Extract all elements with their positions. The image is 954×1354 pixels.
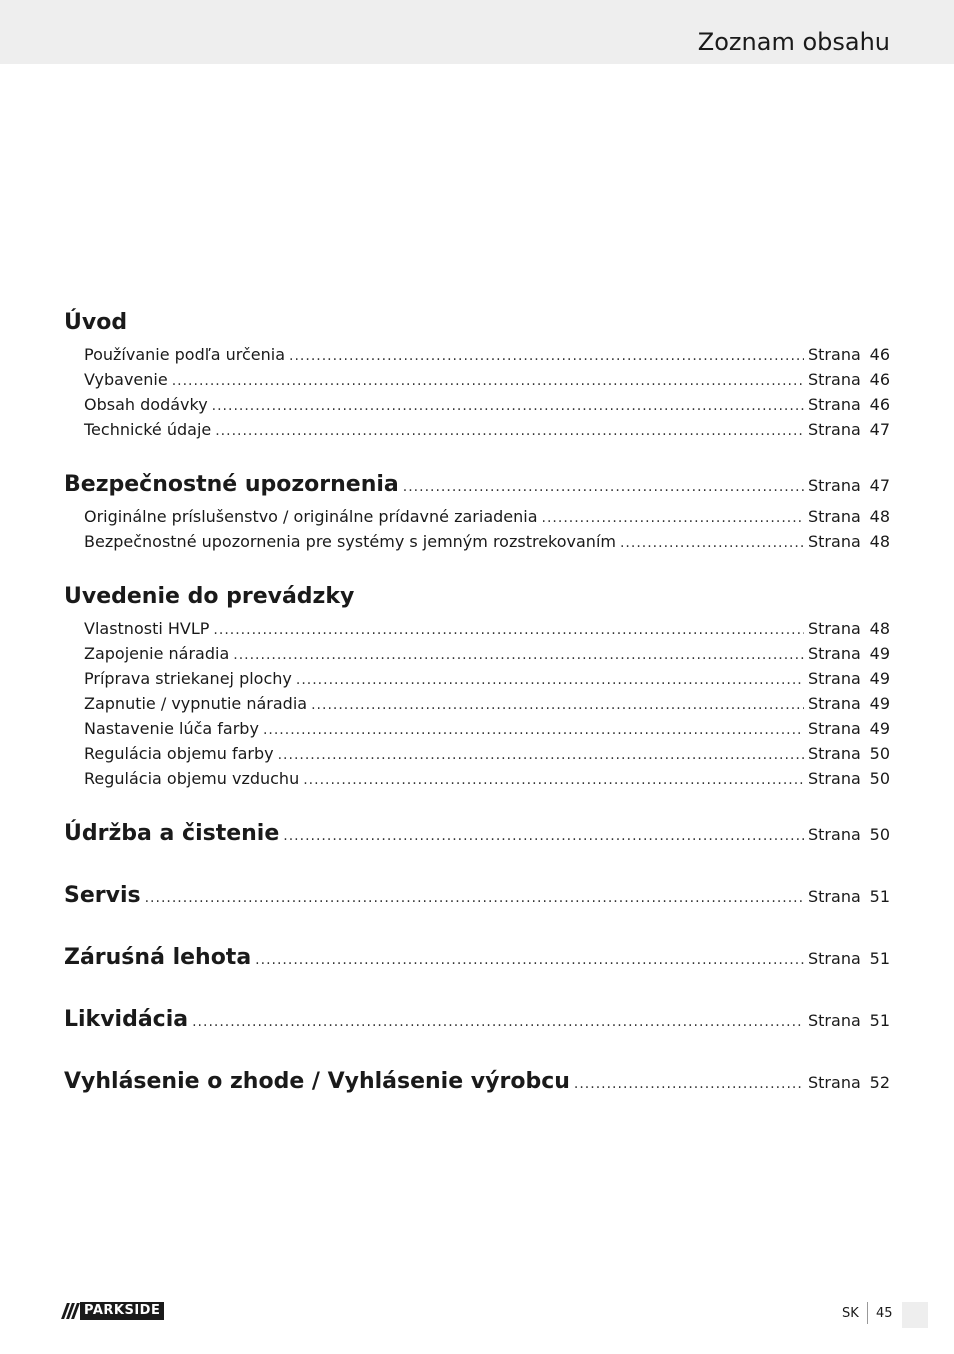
toc-entry[interactable] xyxy=(64,504,890,529)
toc-section xyxy=(64,578,890,791)
toc-page-number: 46 xyxy=(869,345,890,364)
toc-section xyxy=(64,1001,890,1039)
dot-leader xyxy=(278,743,804,768)
page-word: Strana xyxy=(808,532,861,551)
toc-entry[interactable] xyxy=(64,691,890,716)
toc-entry[interactable] xyxy=(64,392,890,417)
toc-heading-label: Údržba a čistenie xyxy=(64,821,280,846)
dot-leader xyxy=(289,344,804,369)
toc-entry-label: Príprava striekanej plochy xyxy=(84,669,292,688)
toc-heading-label: Uvedenie do prevádzky xyxy=(64,584,355,609)
page-word: Strana xyxy=(808,476,861,495)
footer-corner-box xyxy=(902,1302,928,1328)
toc-heading-label: Úvod xyxy=(64,310,128,335)
toc-page-number: 50 xyxy=(869,744,890,763)
footer-divider xyxy=(867,1302,868,1324)
page-word: Strana xyxy=(808,619,861,638)
toc-section-heading[interactable] xyxy=(64,578,890,616)
page-word: Strana xyxy=(808,1011,861,1030)
page-word: Strana xyxy=(808,719,861,738)
toc-section-heading[interactable] xyxy=(64,304,890,342)
page-word: Strana xyxy=(808,694,861,713)
toc-section-heading[interactable] xyxy=(64,1001,890,1039)
toc-section-heading[interactable] xyxy=(64,466,890,504)
page-title: Zoznam obsahu xyxy=(697,28,890,56)
toc-entry[interactable] xyxy=(64,666,890,691)
page-word: Strana xyxy=(808,370,861,389)
dot-leader xyxy=(574,1065,804,1103)
dot-leader xyxy=(145,879,804,917)
toc-page-number: 49 xyxy=(869,719,890,738)
toc-entry-label: Technické údaje xyxy=(84,420,212,439)
parkside-logo xyxy=(64,1302,164,1320)
toc-section xyxy=(64,939,890,977)
dot-leader xyxy=(542,506,804,531)
dot-leader xyxy=(172,369,804,394)
toc-heading-label: Likvidácia xyxy=(64,1007,189,1032)
toc-heading-label: Bezpečnostné upozornenia xyxy=(64,472,399,497)
logo-wordmark: PARKSIDE xyxy=(80,1302,164,1320)
dot-leader xyxy=(303,768,804,793)
dot-leader xyxy=(255,941,804,979)
dot-leader xyxy=(215,419,804,444)
table-of-contents xyxy=(64,304,890,1125)
toc-page-number: 49 xyxy=(869,669,890,688)
dot-leader xyxy=(283,817,804,855)
dot-leader xyxy=(192,1003,804,1041)
toc-entry-label: Nastavenie lúča farby xyxy=(84,719,259,738)
toc-section-heading[interactable] xyxy=(64,1063,890,1101)
page-word: Strana xyxy=(808,1073,861,1092)
toc-section-heading[interactable] xyxy=(64,877,890,915)
toc-section xyxy=(64,877,890,915)
toc-entry[interactable] xyxy=(64,616,890,641)
toc-entry-label: Obsah dodávky xyxy=(84,395,208,414)
toc-entry[interactable] xyxy=(64,741,890,766)
toc-entry[interactable] xyxy=(64,367,890,392)
toc-entry-label: Vybavenie xyxy=(84,370,168,389)
toc-entry[interactable] xyxy=(64,529,890,554)
toc-page-number: 49 xyxy=(869,644,890,663)
toc-entry[interactable] xyxy=(64,342,890,367)
toc-section xyxy=(64,815,890,853)
toc-page-number: 50 xyxy=(869,825,890,844)
toc-page-number: 47 xyxy=(869,476,890,495)
toc-page-number: 47 xyxy=(869,420,890,439)
page-word: Strana xyxy=(808,825,861,844)
toc-entry-label: Zapojenie náradia xyxy=(84,644,230,663)
page-word: Strana xyxy=(808,887,861,906)
page-word: Strana xyxy=(808,769,861,788)
toc-page-number: 50 xyxy=(869,769,890,788)
toc-page-number: 48 xyxy=(869,507,890,526)
toc-entry[interactable] xyxy=(64,716,890,741)
toc-entry-label: Regulácia objemu vzduchu xyxy=(84,769,300,788)
toc-section xyxy=(64,304,890,442)
dot-leader xyxy=(213,618,804,643)
toc-entry-label: Zapnutie / vypnutie náradia xyxy=(84,694,308,713)
toc-page-number: 51 xyxy=(869,949,890,968)
dot-leader xyxy=(233,643,804,668)
toc-page-number: 46 xyxy=(869,370,890,389)
toc-section-heading[interactable] xyxy=(64,815,890,853)
dot-leader xyxy=(263,718,804,743)
page-word: Strana xyxy=(808,949,861,968)
toc-page-number: 49 xyxy=(869,694,890,713)
toc-heading-label: Vyhlásenie o zhode / Vyhlásenie výrobcu xyxy=(64,1069,570,1094)
toc-page-number: 52 xyxy=(869,1073,890,1092)
toc-entry[interactable] xyxy=(64,417,890,442)
toc-entry[interactable] xyxy=(64,766,890,791)
toc-entry-label: Bezpečnostné upozornenia pre systémy s jemným rozstrekovaním xyxy=(84,532,616,551)
dot-leader xyxy=(212,394,804,419)
header-band xyxy=(0,0,954,64)
toc-section xyxy=(64,466,890,554)
dot-leader xyxy=(296,668,804,693)
dot-leader xyxy=(311,693,804,718)
page-word: Strana xyxy=(808,644,861,663)
toc-entry[interactable] xyxy=(64,641,890,666)
toc-entry-label: Používanie podľa určenia xyxy=(84,345,286,364)
toc-section-heading[interactable] xyxy=(64,939,890,977)
toc-section xyxy=(64,1063,890,1101)
toc-entry-label: Vlastnosti HVLP xyxy=(84,619,210,638)
toc-entry-label: Originálne príslušenstvo / originálne prídavné zariadenia xyxy=(84,507,538,526)
page-number: 45 xyxy=(876,1306,893,1321)
toc-heading-label: Servis xyxy=(64,883,141,908)
language-code: SK xyxy=(842,1306,859,1321)
toc-heading-label: Záruśná lehota xyxy=(64,945,252,970)
toc-page-number: 46 xyxy=(869,395,890,414)
dot-leader xyxy=(403,468,804,506)
logo-slash-marks xyxy=(64,1303,77,1319)
dot-leader xyxy=(620,531,804,556)
page-word: Strana xyxy=(808,345,861,364)
page-word: Strana xyxy=(808,420,861,439)
toc-page-number: 48 xyxy=(869,619,890,638)
toc-entry-label: Regulácia objemu farby xyxy=(84,744,274,763)
toc-page-number: 51 xyxy=(869,1011,890,1030)
page-word: Strana xyxy=(808,744,861,763)
page-word: Strana xyxy=(808,395,861,414)
toc-page-number: 51 xyxy=(869,887,890,906)
page-word: Strana xyxy=(808,669,861,688)
page-word: Strana xyxy=(808,507,861,526)
toc-page-number: 48 xyxy=(869,532,890,551)
